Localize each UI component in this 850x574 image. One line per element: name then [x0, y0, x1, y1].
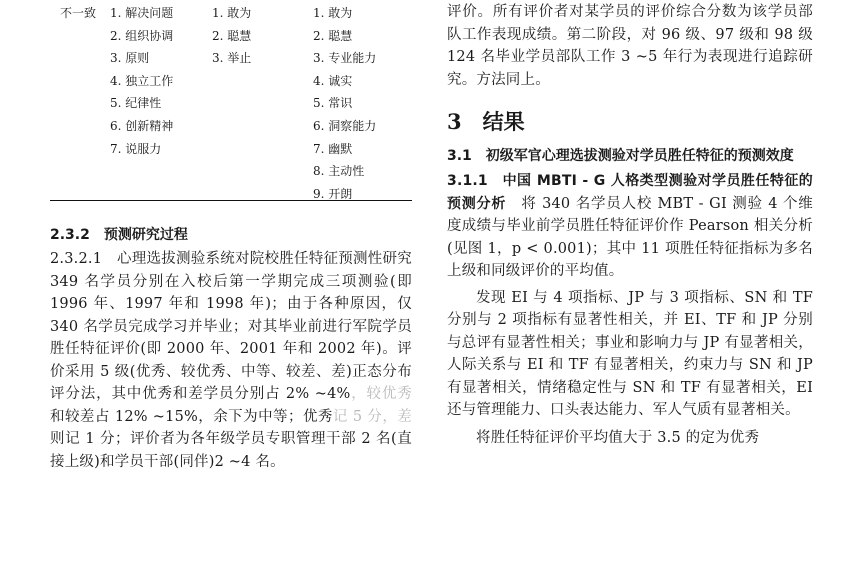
paragraph-text: 将 340 名学员人校 MBT - GI 测验 4 个维度成绩与毕业前学员胜任特征评价作 Pearson 相关分析(见图 1，p < 0.001)；其中 11 项胜任特征指标为多名上级和同级评价的平均值。: [447, 195, 813, 279]
paragraph-text: 和较差占 12% ~15%，余下为中等；优秀: [50, 408, 333, 425]
table-bottom-rule: [50, 200, 412, 201]
table-cell: 1. 敢为: [212, 6, 252, 20]
table-cell: 6. 洞察能力: [313, 118, 377, 133]
table-cell: 2. 聪慧: [313, 28, 353, 43]
table-col-3: [313, 2, 376, 205]
section-title: 3 结果: [447, 109, 525, 134]
table-col-2: [212, 2, 251, 70]
table-cell: 不一致: [60, 6, 97, 20]
table-cell: 4. 诚实: [313, 73, 353, 88]
right-column: [447, 0, 813, 449]
competency-table: [50, 0, 412, 206]
paragraph-text: 2.3.2.1 心理选拔测验系统对院校胜任特征预测性研究 349 名学员分别在入校后第一学期完成三项测验(即 1996 年、1997 年和 1998 年)；由于各种原因，仅 340 名学员完成学习并毕业；对其毕业前进行军院学员胜任特征评价(即 2000 年、2001 年和 2002 年)。评价采用 5 级(优秀、较优秀、中等、较差、差)正态分布评分法，其中优秀和差学员分别占 2% ~4%: [50, 251, 427, 402]
table-cell: 8. 主动性: [313, 164, 365, 179]
table-cell: 7. 说服力: [110, 141, 162, 156]
table-cell: 1. 敢为: [313, 6, 353, 20]
left-column: [50, 0, 427, 473]
table-cell: 5. 纪律性: [110, 96, 162, 111]
table-cell: 9. 开朗: [313, 186, 353, 201]
table-cell: 1. 解决问题: [110, 6, 174, 20]
table-cell: 3. 专业能力: [313, 51, 377, 66]
table-cell: 3. 原则: [110, 51, 150, 66]
body-paragraph: [447, 170, 813, 283]
body-paragraph: [50, 248, 427, 473]
table-cell: 5. 常识: [313, 96, 353, 111]
table-cell: 6. 创新精神: [110, 118, 174, 133]
table-col-1: [110, 2, 173, 160]
body-paragraph: 评价。所有评价者对某学员的评价综合分数为该学员部队工作表现成绩。第二阶段，对 96 级、97 级和 98 级 124 名毕业学员部队工作 3 ~5 年行为表现进行追踪研究。方法同上。: [447, 4, 813, 88]
subsection-heading: 2.3.2 预测研究过程: [50, 227, 188, 243]
table-cell: 3. 举止: [212, 51, 252, 66]
body-paragraph: 将胜任特征评价平均值大于 3.5 的定为优秀: [476, 429, 760, 446]
body-paragraph: 发现 EI 与 4 项指标、JP 与 3 项指标、SN 和 TF 分别与 2 项指标有显著性相关，并 EI、TF 和 JP 分别与总评有显著性相关；事业和影响力与 JP 有显著相关，人际关系与 EI 和 TF 有显著相关，约束力与 SN 和 JP 有显著相关，情绪稳定性与 SN 和 TF 有显著相关，EI 还与管理能力、口头表达能力、军人气质有显著相关。: [447, 289, 813, 418]
table-col-0: [60, 2, 96, 25]
table-cell: 2. 组织协调: [110, 28, 174, 43]
table-cell: 7. 幽默: [313, 141, 353, 156]
faded-text: 记 5 分，差: [332, 408, 412, 425]
subsubsection-title: 3.1.1 中国 MBTI - G 人格类型测验对学员胜任特征的预测分析: [447, 173, 813, 212]
table-cell: 2. 聪慧: [212, 28, 252, 43]
paragraph-text: 则记 1 分；评价者为各年级学员专职管理干部 2 名(直接上级)和学员干部(同伴)2 ~4 名。: [50, 431, 412, 470]
subsection-title: 3.1 初级军官心理选拔测验对学员胜任特征的预测效度: [447, 148, 794, 164]
table-cell: 4. 独立工作: [110, 73, 174, 88]
faded-text: ，较优秀: [350, 386, 412, 402]
